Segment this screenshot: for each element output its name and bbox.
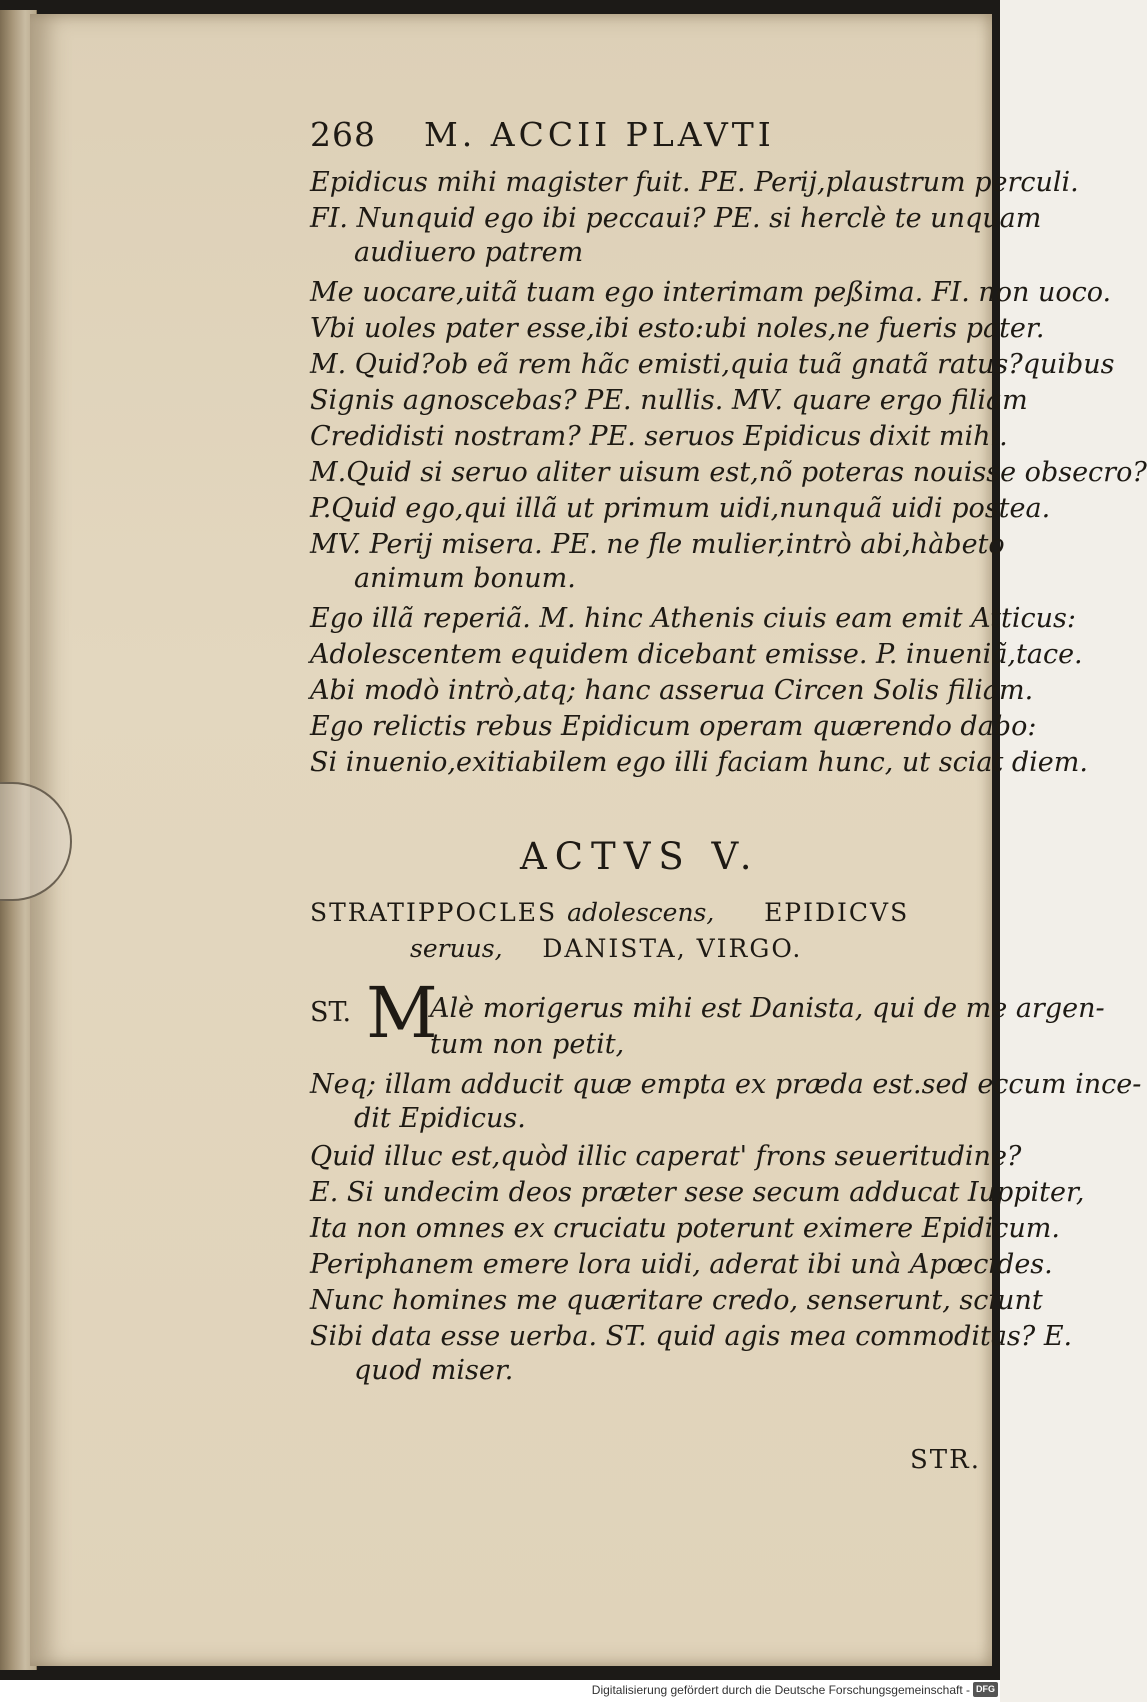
text-line: Ego illã reperiã. M. hinc Athenis ciuis eam emit Atticus: xyxy=(310,603,1076,634)
text-line: FI. Nunquid ego ibi peccaui? PE. si herclè te unquam xyxy=(310,203,1042,234)
persona-role: seruus, xyxy=(410,934,503,963)
text-block xyxy=(310,115,1147,1495)
text-line: MV. Perij misera. PE. ne fle mulier,intrò abi,hàbeto xyxy=(310,529,1005,560)
speaker-label: ST. xyxy=(310,997,352,1028)
text-line: M. Quid?ob eã rem hãc emisti,quia tuã gnatã ratus?quibus xyxy=(310,349,1115,380)
text-line: Nunc homines me quæritare credo, senserunt, sciunt xyxy=(310,1285,1043,1316)
text-line: quod miser. xyxy=(354,1355,514,1386)
text-line: Epidicus mihi magister fuit. PE. Perij,plaustrum perculi. xyxy=(310,167,1079,198)
digitization-credit: Digitalisierung gefördert durch die Deutsche Forschungsgemeinschaft - xyxy=(591,1683,970,1697)
text-line: Si inuenio,exitiabilem ego illi faciam hunc, ut sciat diem. xyxy=(310,747,1088,778)
text-line: Periphanem emere lora uidi, aderat ibi unà Apœcides. xyxy=(310,1249,1053,1280)
text-line: Alè morigerus mihi est Danista, qui de me argen- xyxy=(430,993,1105,1024)
text-line: Abi modò intrò,atq; hanc asserua Circen Solis filiam. xyxy=(310,675,1034,706)
text-line: audiuero patrem xyxy=(354,237,584,268)
text-line: animum bonum. xyxy=(354,563,576,594)
drop-capital: M xyxy=(366,972,438,1054)
text-line: Neq; illam adducit quæ empta ex præda est.sed eccum ince- xyxy=(310,1069,1142,1100)
text-line: Me uocare,uitã tuam ego interimam peßima. FI. non uoco. xyxy=(310,277,1112,308)
text-line: M.Quid si seruo aliter uisum est,nõ poteras nouisse obsecro? xyxy=(310,457,1147,488)
catchword: STR. xyxy=(910,1445,981,1475)
dramatis-personae-line xyxy=(410,931,802,967)
text-line: Vbi uoles pater esse,ibi esto:ubi noles,ne fueris pater. xyxy=(310,313,1045,344)
text-line: Quid illuc est,quòd illic caperat' frons seueritudine? xyxy=(310,1141,1022,1172)
persona-name: EPIDICVS xyxy=(764,898,910,927)
text-line: Sibi data esse uerba. ST. quid agis mea commoditas? E. xyxy=(310,1321,1073,1352)
act-heading: ACTVS V. xyxy=(520,835,760,878)
page-number: 268 xyxy=(310,115,376,154)
dfg-logo: DFG xyxy=(973,1682,998,1697)
persona-name: DANISTA, VIRGO. xyxy=(542,934,803,963)
text-line: Ego relictis rebus Epidicum operam quærendo dabo: xyxy=(310,711,1037,742)
persona-role: adolescens, xyxy=(567,898,715,927)
text-line: E. Si undecim deos præter sese secum adducat Iuppiter, xyxy=(310,1177,1085,1208)
running-title: M. ACCII PLAVTI xyxy=(424,115,775,154)
text-line: Credidisti nostram? PE. seruos Epidicus dixit mihi. xyxy=(310,421,1008,452)
text-line: P.Quid ego,qui illã ut primum uidi,nunquã uidi postea. xyxy=(310,493,1051,524)
text-line: Signis agnoscebas? PE. nullis. MV. quare ergo filiam xyxy=(310,385,1028,416)
text-line: dit Epidicus. xyxy=(354,1103,526,1134)
persona-name: STRATIPPOCLES xyxy=(310,898,558,927)
text-line: Adolescentem equidem dicebant emisse. P. inueniã,tace. xyxy=(310,639,1083,670)
dramatis-personae-line xyxy=(310,895,909,931)
text-line: Ita non omnes ex cruciatu poterunt eximere Epidicum. xyxy=(310,1213,1060,1244)
text-line: tum non petit, xyxy=(430,1029,625,1060)
running-head xyxy=(310,115,950,165)
